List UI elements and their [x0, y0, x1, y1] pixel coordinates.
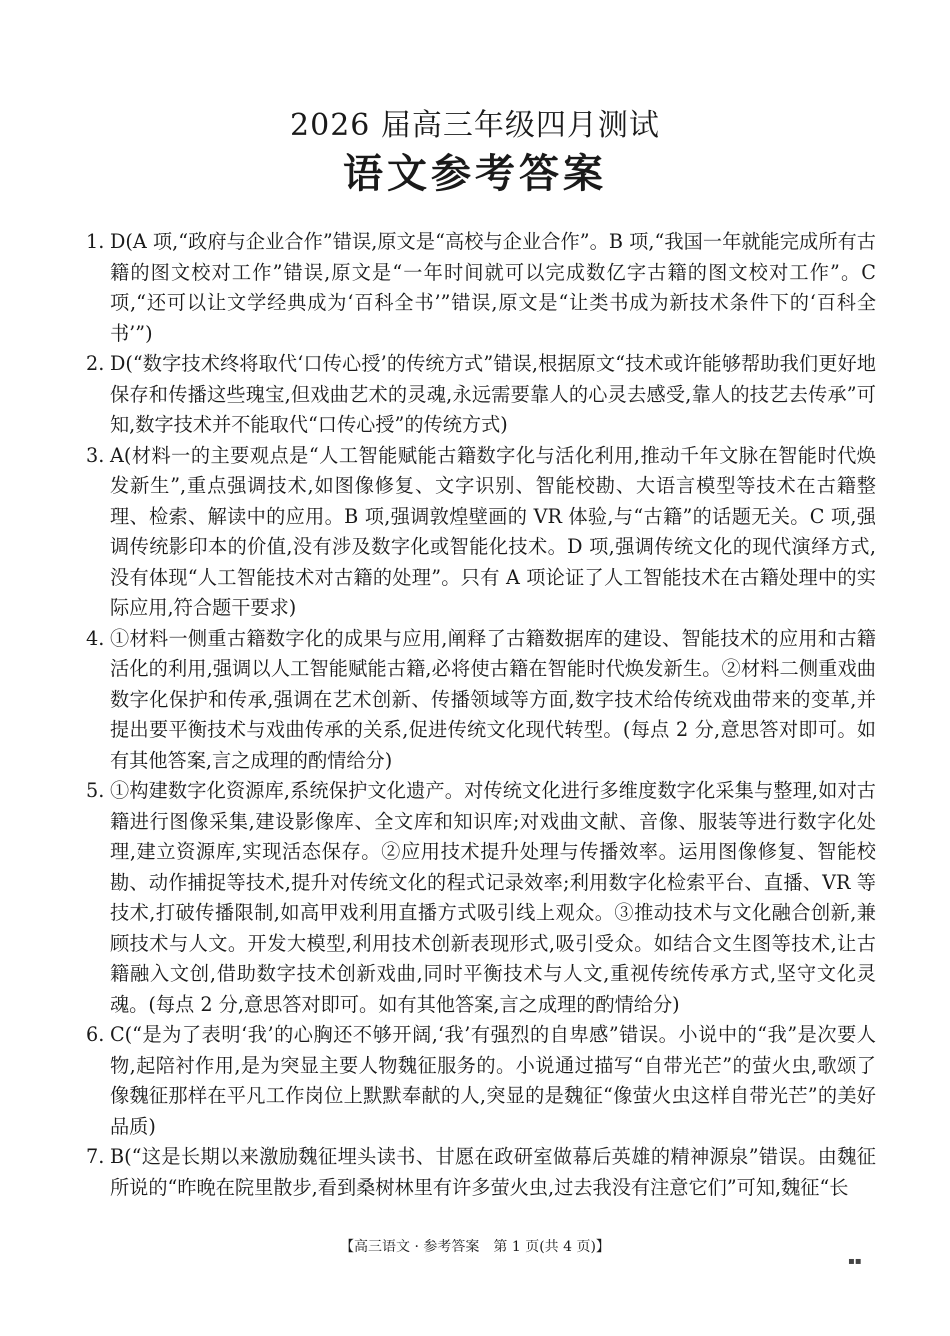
- answer-item-2: [86, 349, 876, 441]
- answer-key-title: 语文参考答案: [343, 150, 607, 197]
- answer-number: 2.: [86, 352, 105, 375]
- answer-text: D(A 项,“政府与企业合作”错误,原文是“高校与企业合作”。B 项,“我国一年就能完成所有古籍的图文校对工作”错误,原文是“一年时间就可以完成数亿字古籍的图文校对工作”。C 项,“还可以让文学经典成为‘百科全书’”错误,原文是“让类书成为新技术条件下的‘百科全书’”): [110, 230, 876, 345]
- answer-text: A(材料一的主要观点是“人工智能赋能古籍数字化与活化利用,推动千年文脉在智能时代焕发新生”,重点强调技术,如图像修复、文字识别、智能校勘、大语言模型等技术在古籍整理、检索、解读中的应用。B 项,强调敦煌壁画的 VR 体验,与“古籍”的话题无关。C 项,强调传统影印本的价值,没有涉及数字化或智能化技术。D 项,强调传统文化的现代演绎方式,没有体现“人工智能技术对古籍的处理”。只有 A 项论证了人工智能技术在古籍处理中的实际应用,符合题干要求): [110, 443, 876, 619]
- answer-item-5: [86, 776, 876, 1020]
- page-footer: 【高三语文 · 参考答案 第 1 页(共 4 页)】: [340, 1239, 610, 1255]
- answer-item-1: [86, 227, 876, 349]
- answer-number: 3.: [86, 443, 105, 467]
- answer-text: D(“数字技术终将取代‘口传心授’的传统方式”错误,根据原文“技术或许能够帮助我们更好地保存和传播这些瑰宝,但戏曲艺术的灵魂,永远需要靠人的心灵去感受,靠人的技艺去传承”可知,数字技术并不能取代“口传心授”的传统方式): [110, 352, 876, 436]
- answer-item-4: [86, 624, 876, 777]
- answer-list: [86, 227, 876, 1203]
- answer-number: 7.: [86, 1145, 105, 1168]
- exam-title: 2026 届高三年级四月测试: [290, 108, 660, 143]
- answer-text: ①构建数字化资源库,系统保护文化遗产。对传统文化进行多维度数字化采集与整理,如对古籍进行图像采集,建设影像库、全文库和知识库;对戏曲文献、音像、服装等进行数字化处理,建立资源库,实现活态保存。②应用技术提升处理与传播效率。运用图像修复、智能校勘、动作捕捉等技术,提升对传统文化的程式记录效率;利用数字化检索平台、直播、VR 等技术,打破传播限制,如高甲戏利用直播方式吸引线上观众。③推动技术与文化融合创新,兼顾技术与人文。开发大模型,利用技术创新表现形式,吸引受众。如结合文生图等技术,让古籍融入文创,借助数字技术创新戏曲,同时平衡技术与人文,重视传统传承方式,坚守文化灵魂。(每点 2 分,意思答对即可。如有其他答案,言之成理的酌情给分): [110, 779, 876, 1016]
- answer-number: 4.: [86, 626, 105, 650]
- answer-number: 5.: [86, 779, 105, 802]
- answer-item-6: [86, 1020, 876, 1142]
- answer-item-3: [86, 441, 876, 624]
- answer-text: ①材料一侧重古籍数字化的成果与应用,阐释了古籍数据库的建设、智能技术的应用和古籍活化的利用,强调以人工智能赋能古籍,必将使古籍在智能时代焕发新生。②材料二侧重戏曲数字化保护和传承,强调在艺术创新、传播领域等方面,数字技术给传统戏曲带来的变革,并提出要平衡技术与戏曲传承的关系,促进传统文化现代转型。(每点 2 分,意思答对即可。如有其他答案,言之成理的酌情给分): [110, 626, 876, 772]
- answer-text: C(“是为了表明‘我’的心胸还不够开阔,‘我’有强烈的自卑感”错误。小说中的“我”是次要人物,起陪衬作用,是为突显主要人物魏征服务的。小说通过描写“自带光芒”的萤火虫,歌颂了像魏征那样在平凡工作岗位上默默奉献的人,突显的是魏征“像萤火虫这样自带光芒”的美好品质): [110, 1023, 876, 1138]
- answer-text: B(“这是长期以来激励魏征埋头读书、甘愿在政研室做幕后英雄的精神源泉”错误。由魏征所说的“昨晚在院里散步,看到桑树林里有许多萤火虫,过去我没有注意它们”可知,魏征“长: [110, 1145, 876, 1199]
- answer-number: 1.: [86, 230, 105, 253]
- answer-number: 6.: [86, 1023, 105, 1046]
- corner-mark: ▪▪: [848, 1256, 862, 1267]
- answer-item-7: [86, 1142, 876, 1203]
